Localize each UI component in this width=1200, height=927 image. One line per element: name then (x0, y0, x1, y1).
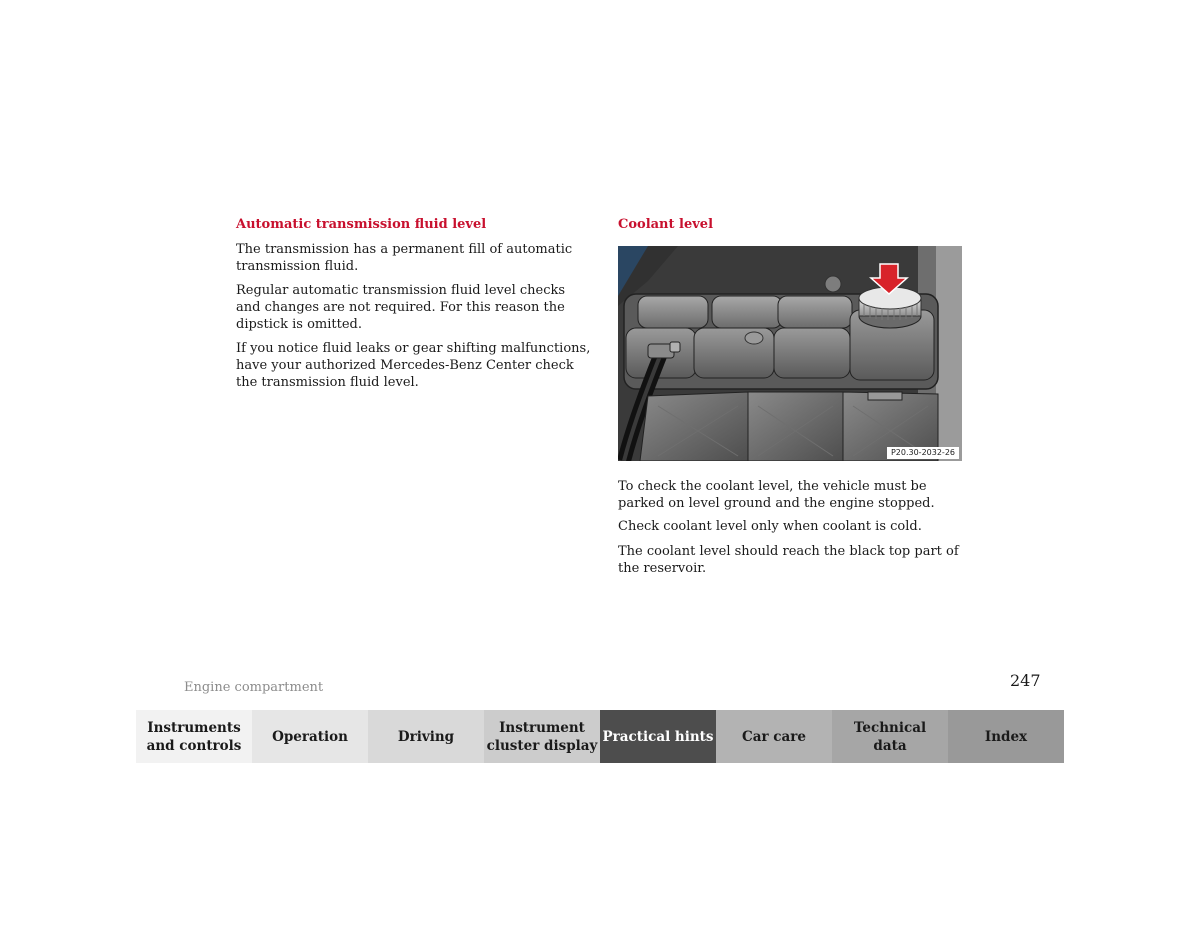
coolant-heading: Coolant level (618, 217, 714, 232)
tab-index[interactable] (948, 710, 1064, 763)
tab-label: Practical hints (602, 728, 714, 745)
tab-label: Instrument cluster display (486, 719, 598, 754)
figure-code: P20.30-2032-26 (887, 447, 959, 459)
tab-instruments-and-controls[interactable] (136, 710, 252, 763)
coolant-reservoir-illustration (618, 246, 962, 461)
transmission-paragraph-2: Regular automatic transmission fluid level checks and changes are not required. For this reason the dipstick is omitted. (236, 283, 566, 332)
transmission-heading: Automatic transmission fluid level (236, 217, 487, 232)
transmission-paragraph-3: If you notice fluid leaks or gear shifting malfunctions, have your authorized Mercedes-Benz Center check the transmission fluid level. (236, 341, 591, 390)
tab-label: Driving (397, 728, 455, 745)
tab-label: Technical data (853, 719, 927, 754)
tab-label: Instruments and controls (146, 719, 242, 754)
tab-instrument-cluster-display[interactable] (484, 710, 600, 763)
tab-technical-data[interactable] (832, 710, 948, 763)
coolant-paragraph-3: The coolant level should reach the black top part of the reservoir. (618, 544, 959, 576)
tab-car-care[interactable] (716, 710, 832, 763)
tab-practical-hints[interactable] (600, 710, 716, 763)
coolant-paragraph-1: To check the coolant level, the vehicle must be parked on level ground and the engine stopped. (618, 479, 935, 511)
section-title: Engine compartment (184, 680, 324, 695)
page-number: 247 (1010, 671, 1041, 690)
tab-driving[interactable] (368, 710, 484, 763)
coolant-paragraph-2: Check coolant level only when coolant is cold. (618, 519, 922, 534)
chapter-nav (136, 710, 1064, 763)
tab-operation[interactable] (252, 710, 368, 763)
transmission-paragraph-1: The transmission has a permanent fill of automatic transmission fluid. (236, 242, 573, 274)
tab-label: Index (984, 728, 1028, 745)
tab-label: Car care (742, 728, 806, 745)
tab-label: Operation (272, 728, 348, 745)
